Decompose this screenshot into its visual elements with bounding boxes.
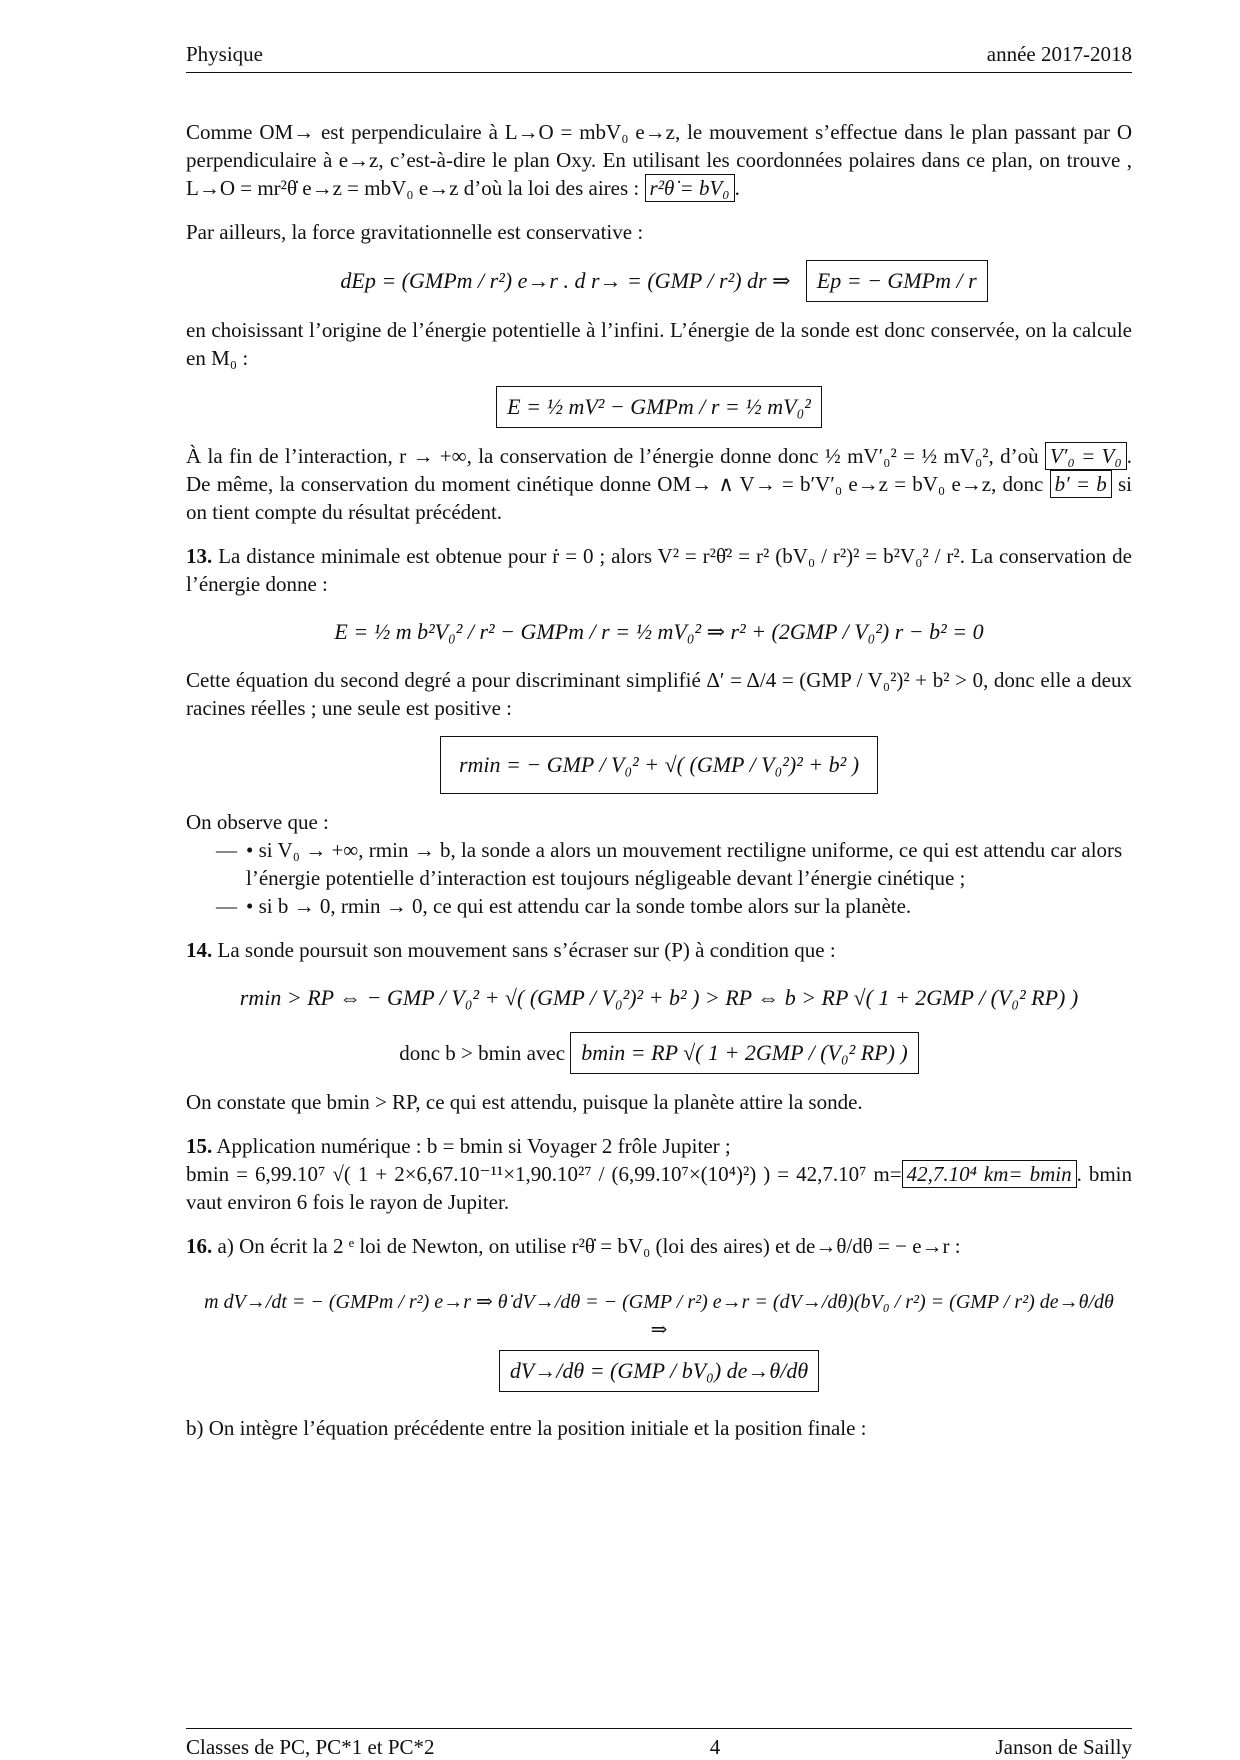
section-number: 16.	[186, 1234, 213, 1258]
paragraph-bmin-check: On constate que bmin > RP, ce qui est attendu, puisque la planète attire la sonde.	[186, 1090, 863, 1114]
paragraph-end-interaction: À la fin de l’interaction, r → +∞, la conservation de l’énergie donne donc ½ mV′₀² = ½ mV₀², d’où V′₀ = V₀ . De même, la conservation du moment cinétique donne OM→ ∧ V→ = b′V′₀ e→z = bV₀ e→z, donc b′ = b si on tient compte du résultat précédent.	[186, 444, 1133, 524]
footer-school: Janson de Sailly	[995, 1735, 1132, 1759]
paragraph-integration: b) On intègre l’équation précédente entre la position initiale et la position finale :	[186, 1416, 867, 1440]
list-item: — • si b → 0, rmin → 0, ce qui est attendu car la sonde tombe alors sur la planète.	[216, 892, 1132, 920]
result-box-numeric: 42,7.10⁴ km= bmin	[902, 1160, 1077, 1188]
result-box-rmin: rmin = − GMP / V₀² + √( (GMP / V₀²)² + b² )	[440, 736, 878, 794]
section-14: 14. La sonde poursuit son mouvement sans s’écraser sur (P) à condition que :	[186, 938, 836, 962]
header-subject: Physique	[186, 42, 264, 66]
result-box-velocity-derivative: dV→/dθ = (GMP / bV₀) de→θ/dθ	[499, 1350, 819, 1392]
paragraph-observations: On observe que :	[186, 810, 329, 834]
observation-list	[186, 836, 1132, 920]
result-box-area-law: r²θ̇ = bV₀	[645, 174, 735, 202]
page-number: 4	[709, 1735, 721, 1759]
result-box-impact-parameter: b′ = b	[1050, 470, 1112, 498]
result-box-velocity: V′₀ = V₀	[1045, 442, 1127, 470]
equation-energy	[186, 386, 1132, 428]
section-16: 16. a) On écrit la 2 ᵉ loi de Newton, on utilise r²θ̇ = bV₀ (loi des aires) et de→θ/dθ = − e→r :	[186, 1234, 961, 1258]
equation-newton: m dV→/dt = − (GMPm / r²) e→r ⇒ θ̇ dV→/dθ = − (GMP / r²) e→r = (dV→/dθ)(bV₀ / r²) = (GMP / r²) de→θ/dθ ⇒ dV→/dθ = (GMP / bV₀) de→θ/dθ	[186, 1282, 1132, 1392]
section-13: 13. La distance minimale est obtenue pour ṙ = 0 ; alors V² = r²θ̇² = r² (bV₀ / r²)² = b²V₀² / r². La conservation de l’énergie donne :	[186, 544, 1133, 596]
paragraph-discriminant: Cette équation du second degré a pour discriminant simplifié Δ′ = Δ/4 = (GMP / V₀²)² + b² > 0, donc elle a deux racines réelles ; une seule est positive :	[186, 668, 1132, 720]
page-header	[186, 42, 1132, 73]
equation-rmin	[186, 736, 1132, 794]
section-15: 15. Application numérique : b = bmin si Voyager 2 frôle Jupiter ; bmin = 6,99.10⁷ √( 1 + 2×6,67.10⁻¹¹×1,90.10²⁷ / (6,99.10⁷×(10⁴)²) ) = 42,7.10⁷ m= 42,7.10⁴ km= bmin . bmin vaut environ 6 fois le rayon de Jupiter.	[186, 1134, 1132, 1214]
paragraph-energy-origin: en choisissant l’origine de l’énergie potentielle à l’infini. L’énergie de la sonde est donc conservée, on la calcule en M₀ :	[186, 318, 1132, 370]
paragraph-angular-momentum: Comme OM→ est perpendiculaire à L→O = mbV₀ e→z, le mouvement s’effectue dans le plan passant par O perpendiculaire à e→z, c’est-à-dire le plan Oxy. En utilisant les coordonnées polaires dans ce plan, on trouve , L→O = mr²θ̇ e→z = mbV₀ e→z d’où la loi des aires : r²θ̇ = bV₀ .	[186, 120, 1132, 200]
list-item: — • si V₀ → +∞, rmin → b, la sonde a alors un mouvement rectiligne uniforme, ce qui est attendu car alors l’énergie potentielle d’interaction est toujours négligeable devant l’énergie cinétique ;	[216, 836, 1132, 892]
equation-condition: rmin > RP ⇔ − GMP / V₀² + √( (GMP / V₀²)² + b² ) > RP ⇔ b > RP √( 1 + 2GMP / (V₀² RP) )	[239, 985, 1079, 1010]
paragraph-conservative-force: Par ailleurs, la force gravitationnelle est conservative :	[186, 220, 644, 244]
equation-bmin: donc b > bmin avec bmin = RP √( 1 + 2GMP / (V₀² RP) )	[186, 1032, 1132, 1074]
result-box-bmin: bmin = RP √( 1 + 2GMP / (V₀² RP) )	[570, 1032, 918, 1074]
document-body	[186, 118, 1132, 1442]
section-number: 14.	[186, 938, 213, 962]
footer-classes: Classes de PC, PC*1 et PC*2	[186, 1735, 435, 1759]
page-footer	[186, 1728, 1132, 1760]
result-box-potential-energy: Ep = − GMPm / r	[806, 260, 988, 302]
section-number: 13.	[186, 544, 213, 568]
header-year: année 2017-2018	[986, 42, 1132, 66]
result-box-energy: E = ½ mV² − GMPm / r = ½ mV₀²	[496, 386, 822, 428]
equation-potential-energy: dEp = (GMPm / r²) e→r . d r→ = (GMP / r²) dr ⇒ Ep = − GMPm / r	[186, 260, 1132, 302]
section-number: 15.	[186, 1134, 213, 1158]
equation-min-distance: E = ½ m b²V₀² / r² − GMPm / r = ½ mV₀² ⇒ r² + (2GMP / V₀²) r − b² = 0	[334, 619, 984, 644]
